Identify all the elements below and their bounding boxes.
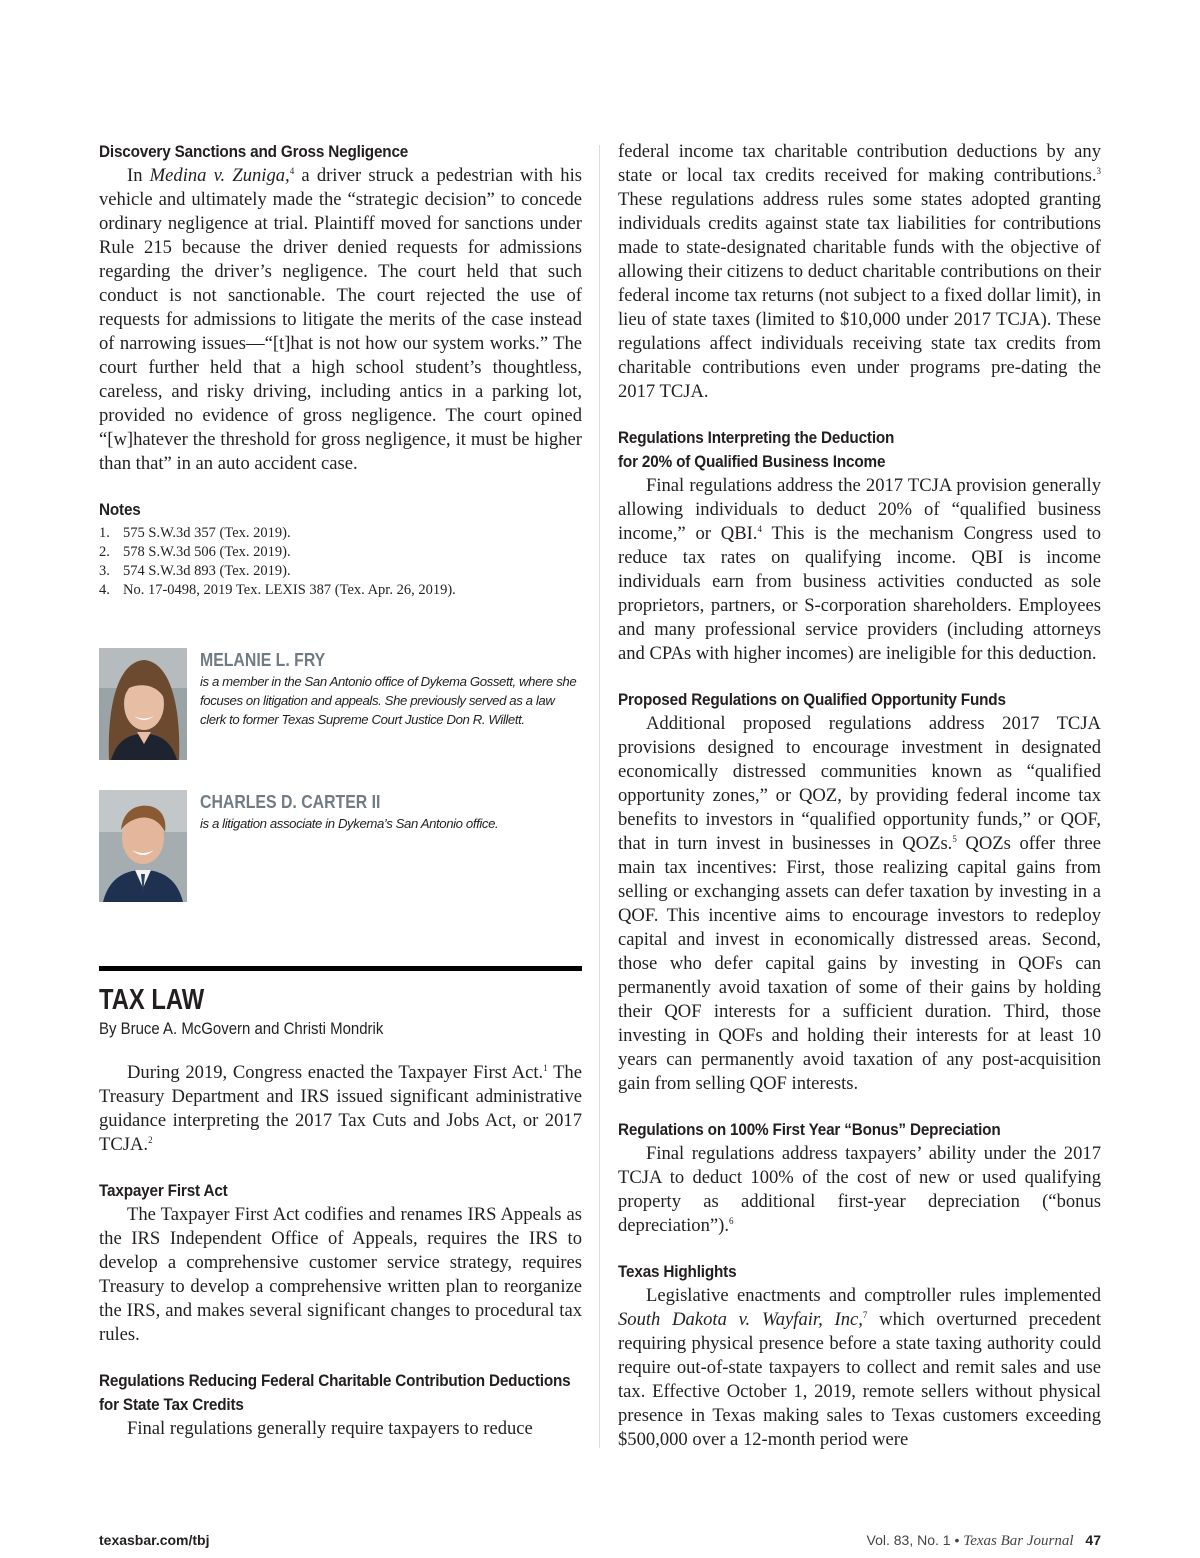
charitable-heading: Regulations Reducing Federal Charitable Contribution Deductions: [99, 1371, 571, 1390]
qbi-heading-cont: for 20% of Qualified Business Income: [618, 452, 886, 471]
footnote-ref: 1: [543, 1063, 548, 1073]
author-photo-fry: [99, 648, 187, 760]
bonus-paragraph: Final regulations address taxpayers’ ability under the 2017 TCJA to deduct 100% of the cost of new or used qualifying property as additional first-year depreciation (“bonus depreciation”).$^6$: [618, 1143, 1101, 1236]
case-citation: South Dakota v. Wayfair, Inc,: [618, 1309, 863, 1330]
texas-paragraph: Legislative enactments and comptroller rules implemented South Dakota v. Wayfair, Inc,$^7$ which overturned precedent requiring physical presence before a state taxing authority could require out-of-state taxpayers to collect and remit sales and use tax. Effective October 1, 2019, remote sellers without physical presence in Texas making sales to Texas customers exceeding $500,000 over a 12-month period were: [618, 1285, 1101, 1450]
taxpayer-heading: Taxpayer First Act: [99, 1181, 228, 1200]
author-description: is a member in the San Antonio office of Dykema Gossett, where she focuses on litigation and appeals. She previously served as a law clerk to former Texas Supreme Court Justice Don R. Willett.: [200, 674, 577, 727]
column-divider: [599, 145, 600, 1448]
footnote-ref: 2: [148, 1135, 153, 1145]
note-item: 4. No. 17-0498, 2019 Tex. LEXIS 387 (Tex. Apr. 26, 2019).: [99, 582, 456, 598]
note-item: 2. 578 S.W.3d 506 (Tex. 2019).: [99, 544, 291, 560]
author-bio-carter: [99, 790, 582, 932]
page-number: 47: [1085, 1532, 1101, 1548]
charitable-paragraph: Final regulations generally require taxpayers to reduce: [127, 1418, 533, 1439]
note-item: 1. 575 S.W.3d 357 (Tex. 2019).: [99, 525, 291, 541]
author-photo-carter: [99, 790, 187, 902]
footnote-ref: 5: [952, 834, 957, 844]
intro-paragraph: During 2019, Congress enacted the Taxpayer First Act.$^1$ The Treasury Department and IRS issued significant administrative guidance interpreting the 2017 Tax Cuts and Jobs Act, or 2017 TCJA.$^2$: [99, 1062, 582, 1155]
section-byline: By Bruce A. McGovern and Christi Mondrik: [99, 1019, 384, 1038]
texas-heading: Texas Highlights: [618, 1262, 737, 1281]
footnote-ref: 6: [728, 1216, 734, 1226]
author-name: MELANIE L. FRY: [200, 650, 326, 670]
footnote-ref: 4: [289, 166, 295, 176]
qof-heading: Proposed Regulations on Qualified Opportunity Funds: [618, 690, 1006, 709]
discovery-heading: Discovery Sanctions and Gross Negligence: [99, 142, 409, 161]
footer-url: texasbar.com/tbj: [99, 1532, 210, 1548]
footnote-ref: 4: [757, 524, 762, 534]
author-name: CHARLES D. CARTER II: [200, 792, 381, 812]
section-title: TAX LAW: [99, 984, 205, 1016]
footer-publication: [867, 1532, 1102, 1550]
charitable-heading-cont: for State Tax Credits: [99, 1395, 244, 1414]
case-citation: Medina v. Zuniga,: [149, 165, 290, 186]
left-column: [99, 140, 582, 1441]
author-description: is a litigation associate in Dykema’s San Antonio office.: [200, 816, 499, 831]
charitable-continued-paragraph: federal income tax charitable contribution deductions by any state or local tax credits received for making contributions.$^3$ These regulations address rules some states adopted granting individuals credits against state tax liabilities for contributions made to state-designated charitable funds with the objective of allowing their citizens to deduct charitable contributions on their federal income tax returns (not subject to a fixed dollar limit), in lieu of state taxes (limited to $10,000 under 2017 TCJA). These regulations affect individuals receiving state tax credits from charitable contributions even under programs pre-dating the 2017 TCJA.: [618, 141, 1101, 402]
author-bio-fry: [99, 648, 582, 790]
footer-volume: Vol. 83, No. 1 •: [866, 1532, 960, 1548]
bonus-heading: Regulations on 100% First Year “Bonus” Depreciation: [618, 1120, 1001, 1139]
qbi-heading: Regulations Interpreting the Deduction: [618, 428, 895, 447]
qbi-paragraph: Final regulations address the 2017 TCJA provision generally allowing individuals to deduct 20% of “qualified business income,” or QBI.$^4$ This is the mechanism Congress used to reduce tax rates on qualifying income. QBI is income individuals earn from business activities conducted as sole proprietors, partners, or S-corporation shareholders. Employees and many professional service providers (including attorneys and CPAs with higher incomes) are ineligible for this deduction.: [618, 475, 1102, 664]
notes-heading: Notes: [99, 500, 141, 519]
right-column: [618, 140, 1101, 1452]
notes-list: [99, 524, 582, 600]
taxpayer-paragraph: The Taxpayer First Act codifies and renames IRS Appeals as the IRS Independent Office of Appeals, requires the IRS to develop a comprehensive customer service strategy, requires Treasury to develop a comprehensive written plan to reorganize the IRS, and makes several significant changes to procedural tax rules.: [99, 1204, 582, 1345]
discovery-paragraph: In Medina v. Zuniga,$^4$ a driver struck a pedestrian with his vehicle and ultimately made the “strategic decision” to concede ordinary negligence at trial. Plaintiff moved for sanctions under Rule 215 because the driver denied requests for admissions regarding the driver’s negligence. The court held that such conduct is not sanctionable. The court rejected the use of requests for admissions to litigate the merits of the case instead of narrowing issues—“[t]hat is not how our system works.” The court further held that a high school student’s thoughtless, careless, and risky driving, including antics in a parking lot, provided no evidence of gross negligence. The court opined “[w]hatever the threshold for gross negligence, it must be higher than that” in an auto accident case.: [99, 165, 582, 474]
qof-paragraph: Additional proposed regulations address 2017 TCJA provisions designed to encourage investment in designated economically distressed communities known as “qualified opportunity zones,” or QOZ, by providing federal income tax benefits to investors in “qualified opportunity funds,” or QOF, that in turn invest in businesses in QOZs.$^5$ QOZs offer three main tax incentives: First, those realizing capital gains from selling or exchanging assets can defer taxation by investing in a QOF. This incentive aims to encourage investors to redeploy capital and invest in economically distressed areas. Second, those who defer capital gains by investing in QOFs can permanently avoid taxation of some of their gains by holding their QOF interests for a sufficient duration. Third, those investing in QOFs and holding their interests for at least 10 years can permanently avoid taxation of any post-acquisition gain from selling QOF interests.: [618, 713, 1101, 1094]
footnote-ref: 7: [862, 1310, 868, 1320]
section-rule: [99, 966, 582, 971]
note-item: 3. 574 S.W.3d 893 (Tex. 2019).: [99, 563, 291, 579]
footnote-ref: 3: [1096, 166, 1101, 176]
footer-journal: Texas Bar Journal: [963, 1533, 1074, 1549]
